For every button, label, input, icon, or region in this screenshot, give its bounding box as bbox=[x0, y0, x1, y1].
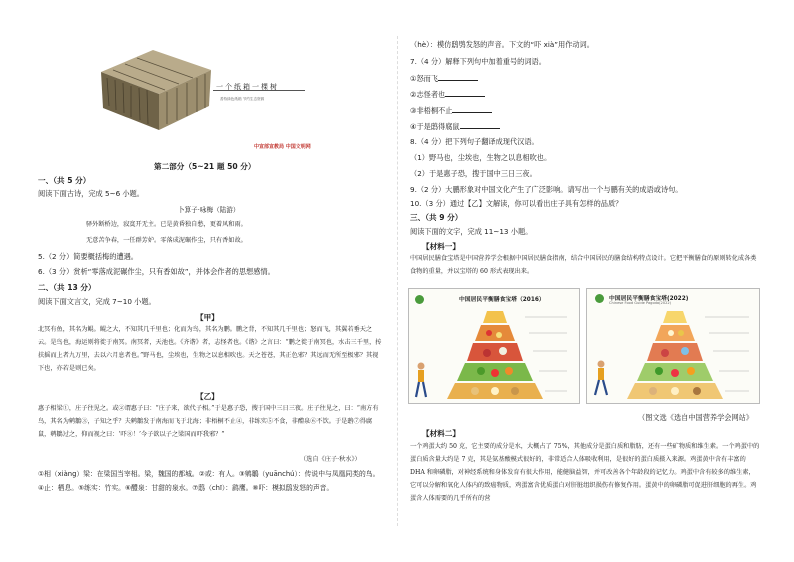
answer-blank[interactable] bbox=[438, 73, 478, 81]
question-7: 7.（4 分）解释下列句中加着重号的词语。 bbox=[410, 57, 546, 66]
left-column bbox=[38, 0, 386, 562]
pagoda-2022-title: 中国居民平衡膳食宝塔(2022) bbox=[609, 296, 689, 302]
pagoda-2022-subtitle: Chinese Food Guide Pagoda(2022) bbox=[609, 301, 672, 305]
section-3-title: 三、（共 9 分） bbox=[410, 213, 463, 222]
food-pagoda-2022-figure bbox=[586, 288, 760, 404]
passage-yi-label: 【乙】 bbox=[196, 392, 219, 401]
answer-blank[interactable] bbox=[452, 105, 492, 113]
food-pagoda-2016-figure bbox=[408, 288, 580, 404]
question-8-item-2: （2）于是惠子恐，搜于国中三日三夜。 bbox=[410, 169, 537, 178]
passage-yi: 惠子相梁①，庄子往见之。或②谓惠子曰：“庄子来，欲代子相。”于是惠子恐，搜于国中三日三夜。庄子往见之，曰：“南方有鸟，其名为鹓鶵③，子知之乎？夫鹓鶵发于南海而飞于北海；非梧桐不止④，非练实⑤不食，非醴泉⑥不饮。于是鸱⑦得腐鼠，鹓鶵过之，仰而视之曰：‘吓⑧！’今子欲以子之梁国而吓我邪？” bbox=[38, 405, 379, 438]
part-title: 第二部分（5~21 题 50 分） bbox=[154, 162, 256, 171]
question-8-item-1: （1）野马也，尘埃也，生物之以息相吹也。 bbox=[410, 153, 552, 162]
right-column bbox=[410, 0, 762, 562]
runner-figure-icon bbox=[411, 361, 431, 401]
section-2-intro: 阅读下面文言文，完成 7~10 小题。 bbox=[38, 297, 156, 306]
question-10: 10.（3 分）通过【乙】文解读，你可以看出庄子具有怎样的品质？ bbox=[410, 199, 623, 208]
answer-blank[interactable] bbox=[445, 89, 485, 97]
pagoda-2016-title: 中国居民平衡膳食宝塔（2016） bbox=[459, 297, 545, 303]
section-2-title: 二、（共 13 分） bbox=[38, 283, 96, 292]
cardboard-box-illustration bbox=[95, 42, 215, 132]
banner-slogan: 一个纸箱一棵树 bbox=[216, 83, 279, 91]
pagoda-2016-graphic bbox=[429, 307, 579, 401]
section-1-intro: 阅读下面古诗，完成 5~6 小题。 bbox=[38, 189, 144, 198]
question-7-item-2: ②志怪者也 bbox=[410, 89, 485, 100]
section-3-intro: 阅读下面的文字，完成 11~13 小题。 bbox=[410, 227, 533, 236]
question-8: 8.（4 分）把下列句子翻译成现代汉语。 bbox=[410, 137, 539, 146]
figure-source: （图文选《选自中国营养学会网站》 bbox=[638, 413, 754, 422]
banner-subslogan: 善待绿色纸箱 节约生态资源 bbox=[220, 97, 265, 101]
column-divider bbox=[397, 36, 398, 526]
runner-figure-icon bbox=[591, 359, 611, 399]
banner-credit: 中宣部宣教局 中国文明网 bbox=[254, 144, 311, 150]
banner-divider bbox=[213, 90, 305, 91]
material-1-text: 中国居民膳食宝塔是中国营养学会根据中国居民膳食指南，结合中国居民的膳食结构特点设计。它把平衡膳食的原则转化成各类食物的重量，并以宝塔的 60 形式表现出来。 bbox=[410, 255, 757, 275]
poem-title: 卜算子·咏梅（陆游） bbox=[178, 206, 240, 214]
question-7-item-3: ③非梧桐不止 bbox=[410, 105, 492, 116]
material-2-text: 一个鸡蛋大约 50 克，它主要的成分是水，大概占了 75%，其他成分是蛋白质和脂肪，还有一些矿物质和维生素。一个鸡蛋中的蛋白质含量大约是 7 克，其是氨基酸模式很好的，非常适合人体吸收利用，是很好的蛋白质摄入来源。鸡蛋黄中含有丰富的 DHA 和卵磷脂，对神经系统和身体发育有很大作用，能健脑益智，并可改善各个年龄段的记忆力。鸡蛋中含有较多的维生素，它可以分解和氧化人体内的致癌物质，鸡蛋富含优质蛋白对肝脏组织损伤有修复作用。蛋黄中的卵磷脂可促进肝细胞的再生。鸡蛋含人体需要的几乎所有的营 bbox=[410, 443, 760, 502]
poem-line-1: 驿外断桥边，寂寞开无主。已是黄昏独自愁，更着风和雨。 bbox=[86, 221, 247, 228]
annotation-notes: ①相（xiàng）梁：在梁国当宰相。梁，魏国的都城。②或：有人。③鹓鶵（yuānchú）：传说中与凤凰同类的鸟。④止：栖息。⑤练实：竹实。⑥醴泉：甘甜的泉水。⑦鸱（chī）：鹞鹰。⑧吓：模拟鸱发怒的声音。 bbox=[38, 470, 380, 492]
section-1-title: 一、（共 5 分） bbox=[38, 176, 91, 185]
question-9: 9.（2 分）大鹏形象对中国文化产生了广泛影响。请写出一个与鹏有关的成语或诗句。 bbox=[410, 185, 683, 194]
passage-yi-source: （选自《庄子·秋水》） bbox=[300, 456, 361, 463]
pagoda-2022-graphic bbox=[609, 309, 757, 401]
answer-blank[interactable] bbox=[460, 121, 500, 129]
passage-jia: 北冥有鱼，其名为鲲。鲲之大，不知其几千里也；化而为鸟，其名为鹏。鹏之背，不知其几千里也；怒而飞，其翼若垂天之云。是鸟也，海运则将徙于南冥。南冥者，天池也。《齐谐》者，志怪者也。《谐》之言曰：“鹏之徙于南冥也，水击三千里，抟扶摇而上者九万里，去以六月息者也。”野马也，尘埃也，生物之以息相吹也。天之苍苍，其正色邪？其远而无所至极邪？其视下也，亦若是则已矣。 bbox=[38, 326, 382, 372]
nutrition-society-logo-icon bbox=[415, 295, 424, 304]
passage-jia-label: 【甲】 bbox=[196, 313, 219, 322]
material-2-label: 【材料二】 bbox=[422, 429, 460, 438]
nutrition-society-logo-icon bbox=[595, 294, 604, 303]
question-7-item-4: ④于是鸱得腐鼠 bbox=[410, 121, 500, 132]
question-7-item-1: ①怒而飞 bbox=[410, 73, 478, 84]
note-continued: （hè）：模仿鸱鸮发怒的声音。下文的“吓 xià”用作动词。 bbox=[410, 40, 594, 49]
question-5: 5.（2 分）简要概括梅的遭遇。 bbox=[38, 252, 138, 261]
question-6: 6.（3 分）赏析“零落成泥碾作尘，只有香如故”，并体会作者的思想感情。 bbox=[38, 267, 275, 276]
poem-line-2: 无意苦争春，一任群芳妒。零落成泥碾作尘，只有香如故。 bbox=[86, 237, 247, 244]
material-1-label: 【材料一】 bbox=[422, 242, 460, 251]
